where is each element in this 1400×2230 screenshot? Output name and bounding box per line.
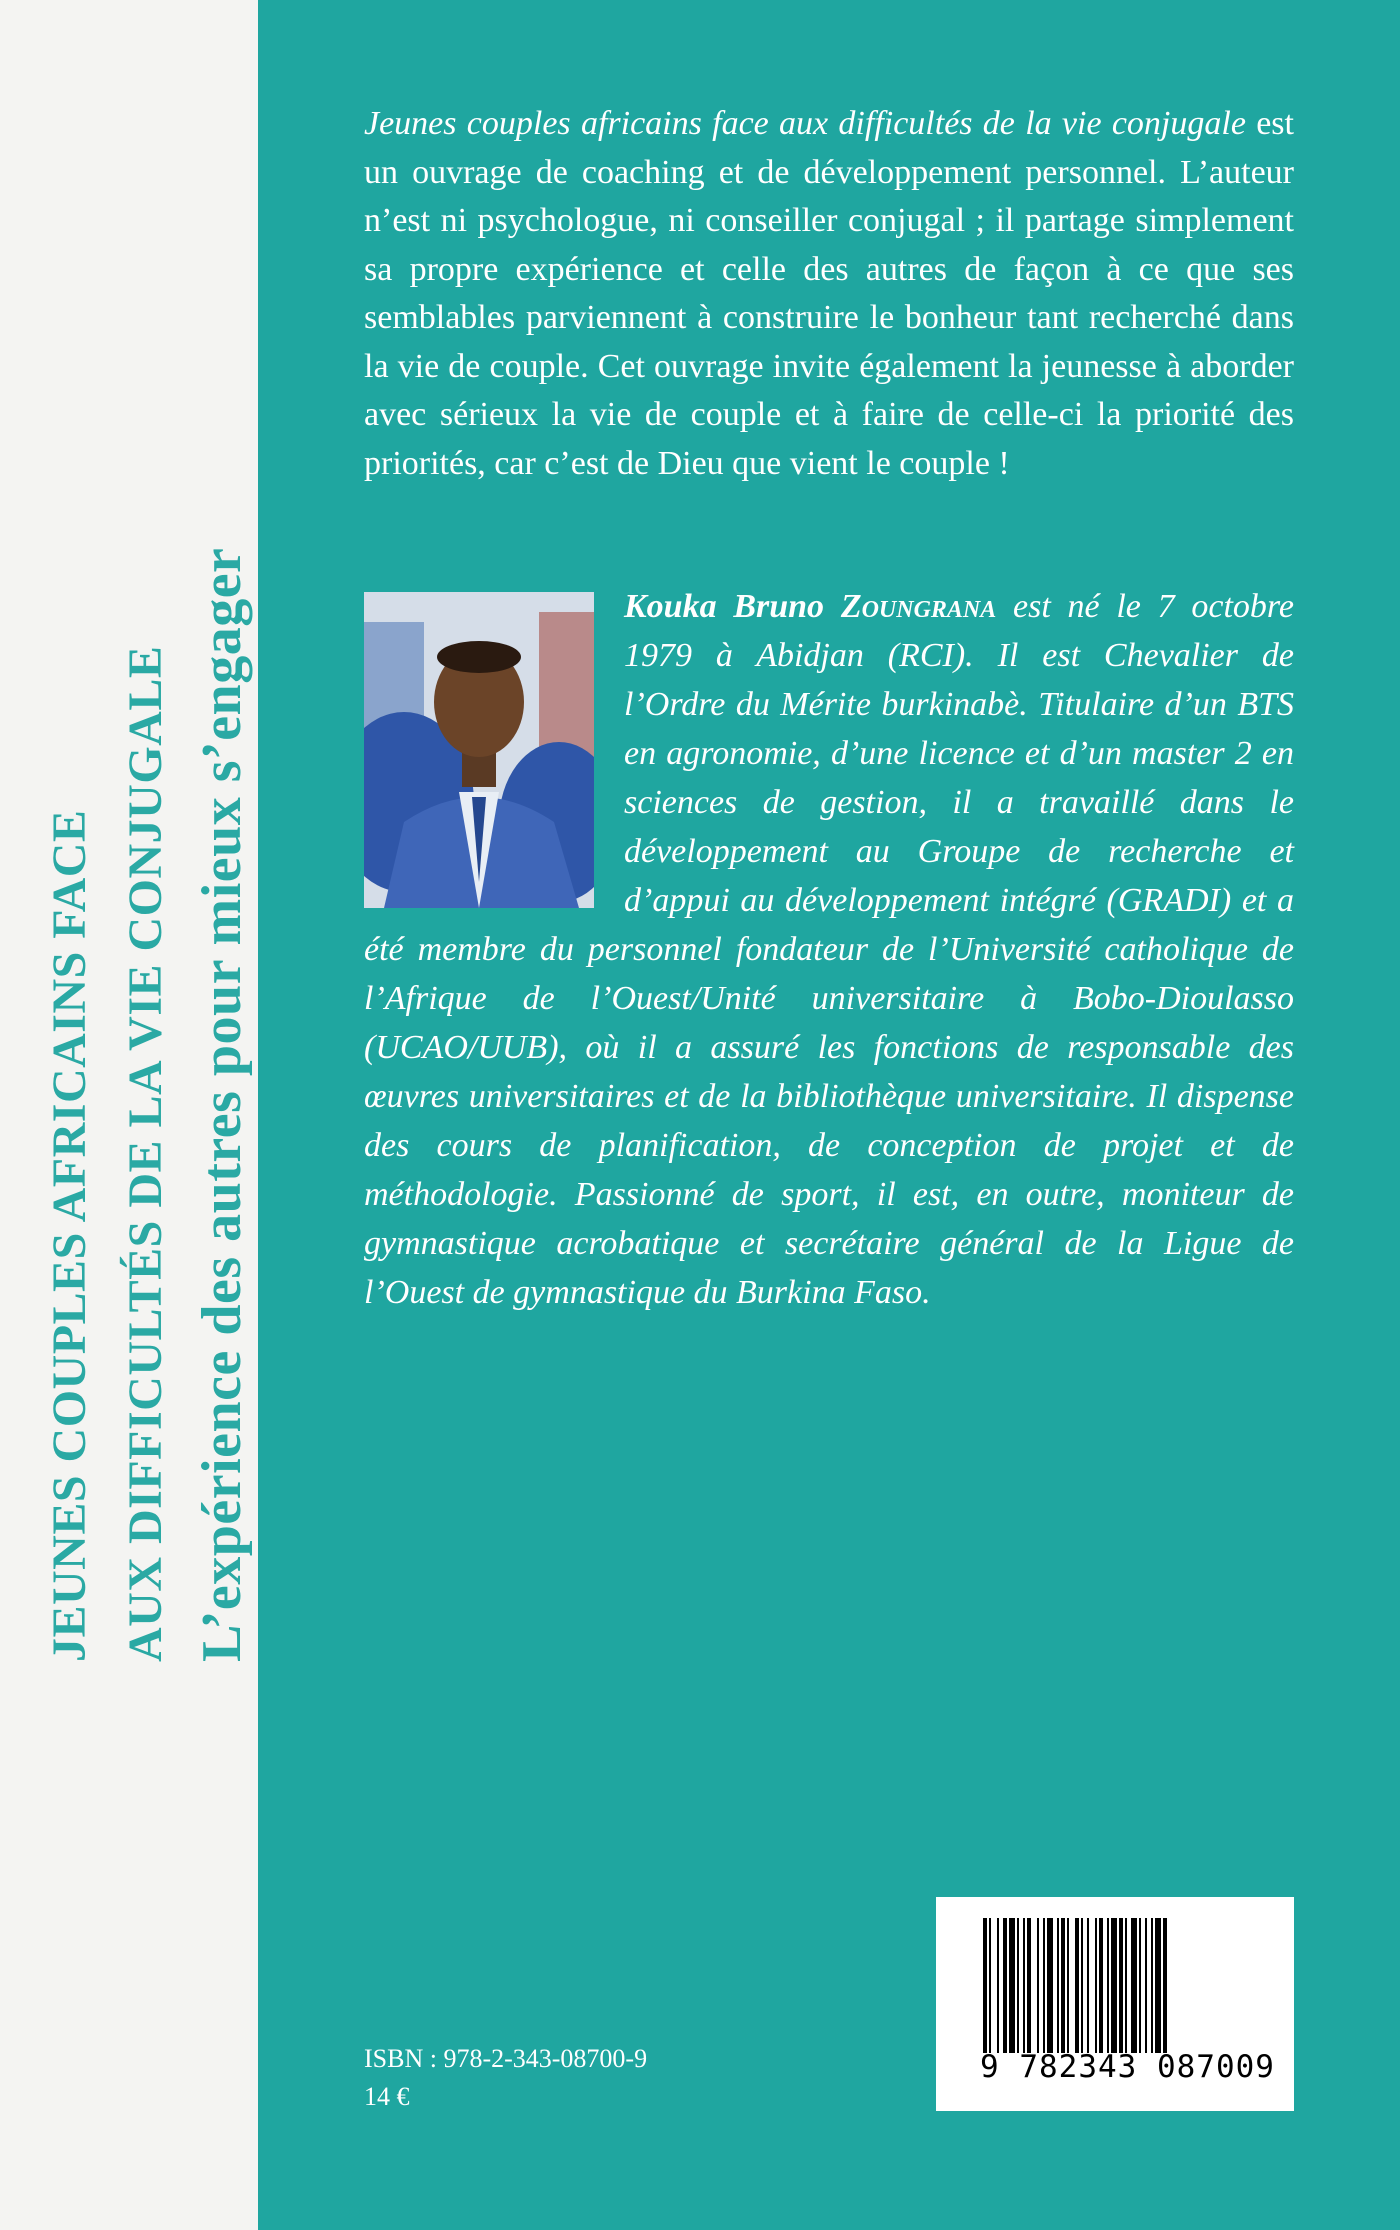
blurb-book-title: Jeunes couples africains face aux difficultés de la vie conjugale <box>364 105 1246 142</box>
barcode-bar <box>1139 1918 1141 2053</box>
author-photo <box>364 592 594 908</box>
barcode-bar <box>1075 1918 1079 2053</box>
barcode-bar <box>1081 1918 1083 2053</box>
isbn-price <box>364 2040 647 2116</box>
spine-subtitle: L’expérience des autres pour mieux s’engager <box>191 547 253 1662</box>
barcode-bar <box>1057 1918 1059 2053</box>
blurb-text: est un ouvrage de coaching et de développement personnel. L’auteur n’est ni psychologue, ni conseiller conjugal ; il partage simplement sa propre expérience et celle des autres de façon à ce que ses semblables parviennent à construire le bonheur tant recherché dans la vie de couple. Cet ouvrage invite également la jeunesse à aborder avec sérieux la vie de couple et à faire de celle-ci la priorité des priorités, car c’est de Dieu que vient le couple ! <box>364 105 1294 482</box>
spine-title-line-2: AUX DIFFICULTÉS DE LA VIE CONJUGALE <box>119 645 172 1662</box>
isbn-text: ISBN : 978-2-343-08700-9 <box>364 2044 648 2073</box>
barcode-bar <box>1099 1918 1103 2053</box>
barcode-bar <box>1087 1918 1089 2053</box>
author-surname: Zoungrana <box>840 588 997 625</box>
barcode-bar <box>1043 1918 1045 2053</box>
blurb-paragraph <box>364 100 1294 488</box>
barcode-bar <box>997 1918 999 2053</box>
back-cover-blurb <box>364 100 1294 488</box>
barcode-bar <box>1111 1918 1117 2053</box>
barcode-bar <box>1003 1918 1007 2053</box>
barcode <box>936 1897 1294 2111</box>
spine-title-line-1: JEUNES COUPLES AFRICAINS FACE <box>43 809 96 1662</box>
barcode-bar <box>1151 1918 1153 2053</box>
barcode-bar <box>1023 1918 1025 2053</box>
author-first-names: Kouka Bruno <box>624 588 825 625</box>
price-text: 14 € <box>364 2082 410 2111</box>
spine-title <box>32 547 260 1662</box>
barcode-number: 9 782343 087009 <box>980 2049 1275 2085</box>
barcode-bars <box>983 1918 1247 2053</box>
barcode-bar <box>1131 1918 1137 2053</box>
barcode-bar <box>1017 1918 1019 2053</box>
barcode-bar <box>1155 1918 1161 2053</box>
barcode-bar <box>1163 1918 1167 2053</box>
barcode-bar <box>1067 1918 1069 2053</box>
author-bio-text: est né le 7 octobre 1979 à Abidjan (RCI). Il est Chevalier de l’Ordre du Mérite burkinabè. Titulaire d’un BTS en agronomie, d’une licence et d’un master 2 en sciences de gestion, il a travaillé dans le développement au Groupe de recherche et d’appui au développement intégré (GRADI) et a été membre du personnel fondateur de l’Université catholique de l’Afrique de l’Ouest/Unité universitaire à Bobo-Dioulasso (UCAO/UUB), où il a assuré les fonctions de responsable des œuvres universitaires et de la bibliothèque universitaire. Il dispense des cours de planification, de conception de projet et de méthodologie. Passionné de sport, il est, en outre, moniteur de gymnastique acrobatique et secrétaire général de la Ligue de l’Ouest de gymnastique du Burkina Faso. <box>364 588 1294 1311</box>
barcode-bar <box>983 1918 987 2053</box>
barcode-bar <box>1027 1918 1031 2053</box>
barcode-bar <box>1145 1918 1147 2053</box>
barcode-bar <box>1047 1918 1053 2053</box>
barcode-bar <box>1107 1918 1109 2053</box>
barcode-bar <box>1119 1918 1123 2053</box>
barcode-bar <box>1095 1918 1097 2053</box>
barcode-bar <box>989 1918 991 2053</box>
barcode-bar <box>1125 1918 1127 2053</box>
author-section <box>364 582 1294 1317</box>
barcode-bar <box>1009 1918 1015 2053</box>
barcode-bar <box>1037 1918 1039 2053</box>
barcode-bar <box>1061 1918 1065 2053</box>
